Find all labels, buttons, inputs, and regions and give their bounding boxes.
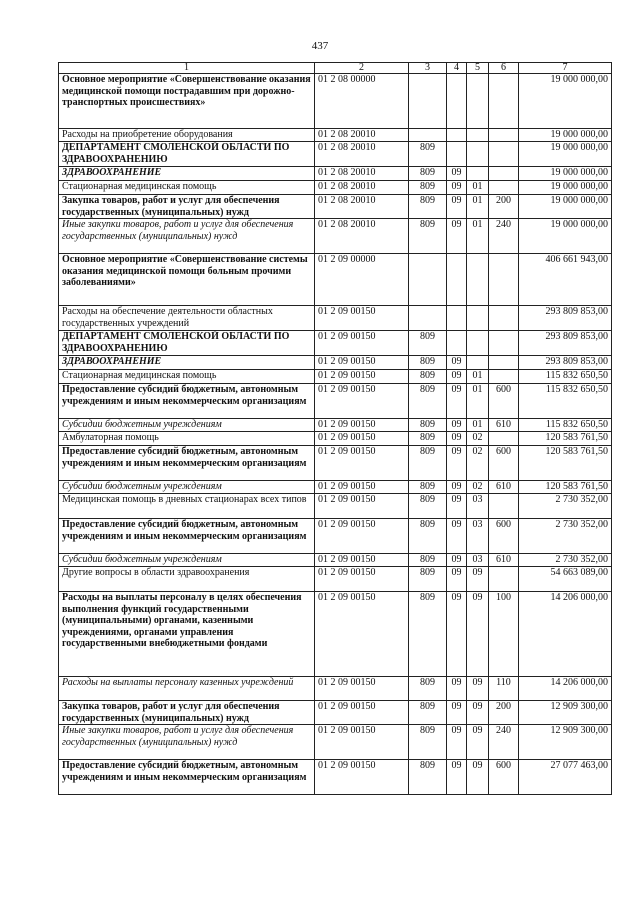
- table-row: [59, 331, 612, 356]
- cell-target-code: 01 2 08 20010: [315, 181, 409, 195]
- cell-name: Субсидии бюджетным учреждениям: [59, 419, 315, 432]
- cell-amount: 19 000 000,00: [519, 181, 612, 195]
- cell-target-code: 01 2 08 00000: [315, 74, 409, 129]
- cell-ministry: [409, 254, 447, 306]
- table-header-row: [59, 63, 612, 74]
- cell-name: Предоставление субсидий бюджетным, автономным учреждениям и иным некоммерческим организациям: [59, 384, 315, 419]
- cell-amount: 120 583 761,50: [519, 446, 612, 481]
- cell-target-code: 01 2 09 00150: [315, 592, 409, 677]
- cell-ministry: 809: [409, 370, 447, 384]
- cell-amount: 19 000 000,00: [519, 219, 612, 254]
- cell-target-code: 01 2 09 00150: [315, 432, 409, 446]
- cell-ministry: [409, 129, 447, 142]
- cell-name: Основное мероприятие «Совершенствование оказания медицинской помощи пострадавшим при дорожно-транспортных происшествиях»: [59, 74, 315, 129]
- cell-target-code: 01 2 09 00150: [315, 701, 409, 725]
- cell-section: 09: [447, 554, 467, 567]
- table-row: [59, 167, 612, 181]
- cell-target-code: 01 2 09 00150: [315, 370, 409, 384]
- cell-amount: 120 583 761,50: [519, 481, 612, 494]
- cell-section: [447, 129, 467, 142]
- cell-expense-type: 110: [489, 677, 519, 701]
- cell-expense-type: 600: [489, 760, 519, 795]
- table-row: [59, 181, 612, 195]
- cell-target-code: 01 2 09 00150: [315, 306, 409, 331]
- cell-subsection: 09: [467, 567, 489, 592]
- cell-amount: 293 809 853,00: [519, 306, 612, 331]
- header-col-5: 5: [467, 63, 489, 74]
- header-col-3: 3: [409, 63, 447, 74]
- table-row: [59, 219, 612, 254]
- table-row: [59, 142, 612, 167]
- cell-name: Расходы на выплаты персоналу казенных учреждений: [59, 677, 315, 701]
- cell-target-code: 01 2 08 20010: [315, 219, 409, 254]
- cell-section: 09: [447, 181, 467, 195]
- cell-ministry: [409, 74, 447, 129]
- cell-amount: 406 661 943,00: [519, 254, 612, 306]
- cell-ministry: 809: [409, 142, 447, 167]
- table-row: [59, 725, 612, 760]
- cell-target-code: 01 2 08 20010: [315, 142, 409, 167]
- cell-ministry: 809: [409, 567, 447, 592]
- cell-subsection: 09: [467, 760, 489, 795]
- cell-target-code: 01 2 08 20010: [315, 129, 409, 142]
- cell-expense-type: [489, 254, 519, 306]
- cell-section: [447, 142, 467, 167]
- cell-name: Основное мероприятие «Совершенствование системы оказания медицинской помощи больным прочими заболеваниями»: [59, 254, 315, 306]
- cell-expense-type: [489, 331, 519, 356]
- cell-amount: 54 663 089,00: [519, 567, 612, 592]
- cell-expense-type: 610: [489, 481, 519, 494]
- table-row: [59, 494, 612, 519]
- cell-target-code: 01 2 09 00150: [315, 481, 409, 494]
- cell-subsection: 02: [467, 481, 489, 494]
- cell-expense-type: 600: [489, 446, 519, 481]
- cell-target-code: 01 2 09 00150: [315, 446, 409, 481]
- cell-target-code: 01 2 09 00150: [315, 567, 409, 592]
- cell-ministry: 809: [409, 446, 447, 481]
- budget-table: [58, 62, 612, 795]
- cell-amount: 19 000 000,00: [519, 129, 612, 142]
- cell-ministry: 809: [409, 481, 447, 494]
- cell-section: [447, 254, 467, 306]
- cell-expense-type: 600: [489, 519, 519, 554]
- header-col-4: 4: [447, 63, 467, 74]
- cell-section: 09: [447, 356, 467, 370]
- cell-amount: 14 206 000,00: [519, 592, 612, 677]
- table-row: [59, 254, 612, 306]
- cell-section: 09: [447, 195, 467, 219]
- cell-ministry: 809: [409, 419, 447, 432]
- table-row: [59, 129, 612, 142]
- cell-section: 09: [447, 481, 467, 494]
- cell-ministry: 809: [409, 331, 447, 356]
- cell-subsection: [467, 356, 489, 370]
- cell-name: Стационарная медицинская помощь: [59, 370, 315, 384]
- cell-ministry: 809: [409, 554, 447, 567]
- cell-expense-type: [489, 370, 519, 384]
- cell-section: 09: [447, 446, 467, 481]
- cell-subsection: [467, 331, 489, 356]
- cell-amount: 115 832 650,50: [519, 419, 612, 432]
- cell-subsection: 01: [467, 419, 489, 432]
- table-row: [59, 195, 612, 219]
- cell-section: 09: [447, 725, 467, 760]
- cell-target-code: 01 2 09 00150: [315, 677, 409, 701]
- cell-name: ДЕПАРТАМЕНТ СМОЛЕНСКОЙ ОБЛАСТИ ПО ЗДРАВООХРАНЕНИЮ: [59, 331, 315, 356]
- cell-target-code: 01 2 09 00000: [315, 254, 409, 306]
- page-number: 437: [311, 40, 329, 52]
- cell-ministry: 809: [409, 701, 447, 725]
- header-col-1: 1: [59, 63, 315, 74]
- cell-section: 09: [447, 419, 467, 432]
- cell-expense-type: 240: [489, 725, 519, 760]
- cell-subsection: [467, 142, 489, 167]
- cell-amount: 115 832 650,50: [519, 370, 612, 384]
- header-col-7: 7: [519, 63, 612, 74]
- table-row: [59, 74, 612, 129]
- cell-amount: 12 909 300,00: [519, 725, 612, 760]
- cell-expense-type: 200: [489, 195, 519, 219]
- cell-section: [447, 331, 467, 356]
- cell-name: ЗДРАВООХРАНЕНИЕ: [59, 356, 315, 370]
- cell-name: Амбулаторная помощь: [59, 432, 315, 446]
- cell-section: 09: [447, 592, 467, 677]
- table-row: [59, 519, 612, 554]
- cell-expense-type: [489, 181, 519, 195]
- cell-subsection: 03: [467, 494, 489, 519]
- cell-section: 09: [447, 677, 467, 701]
- cell-ministry: [409, 306, 447, 331]
- cell-expense-type: [489, 432, 519, 446]
- cell-name: Медицинская помощь в дневных стационарах всех типов: [59, 494, 315, 519]
- cell-subsection: [467, 254, 489, 306]
- cell-target-code: 01 2 08 20010: [315, 195, 409, 219]
- cell-ministry: 809: [409, 195, 447, 219]
- table-row: [59, 592, 612, 677]
- cell-expense-type: 610: [489, 419, 519, 432]
- cell-expense-type: [489, 567, 519, 592]
- cell-expense-type: [489, 494, 519, 519]
- cell-amount: 293 809 853,00: [519, 356, 612, 370]
- cell-name: Предоставление субсидий бюджетным, автономным учреждениям и иным некоммерческим организациям: [59, 519, 315, 554]
- cell-target-code: 01 2 09 00150: [315, 519, 409, 554]
- cell-amount: 19 000 000,00: [519, 74, 612, 129]
- cell-target-code: 01 2 09 00150: [315, 419, 409, 432]
- cell-section: 09: [447, 370, 467, 384]
- cell-target-code: 01 2 09 00150: [315, 356, 409, 370]
- cell-subsection: 02: [467, 446, 489, 481]
- cell-ministry: 809: [409, 167, 447, 181]
- table-row: [59, 306, 612, 331]
- table-row: [59, 760, 612, 795]
- cell-amount: 14 206 000,00: [519, 677, 612, 701]
- cell-name: Закупка товаров, работ и услуг для обеспечения государственных (муниципальных) нужд: [59, 195, 315, 219]
- cell-name: Стационарная медицинская помощь: [59, 181, 315, 195]
- table-row: [59, 384, 612, 419]
- cell-ministry: 809: [409, 432, 447, 446]
- cell-section: 09: [447, 519, 467, 554]
- cell-amount: 2 730 352,00: [519, 494, 612, 519]
- cell-section: 09: [447, 432, 467, 446]
- cell-subsection: [467, 306, 489, 331]
- cell-subsection: 02: [467, 432, 489, 446]
- cell-subsection: [467, 129, 489, 142]
- cell-expense-type: 100: [489, 592, 519, 677]
- cell-subsection: 01: [467, 370, 489, 384]
- table-row: [59, 370, 612, 384]
- cell-amount: 115 832 650,50: [519, 384, 612, 419]
- cell-expense-type: [489, 356, 519, 370]
- cell-name: Иные закупки товаров, работ и услуг для обеспечения государственных (муниципальных) нужд: [59, 219, 315, 254]
- cell-subsection: 09: [467, 701, 489, 725]
- cell-section: [447, 306, 467, 331]
- cell-name: Расходы на приобретение оборудования: [59, 129, 315, 142]
- table-row: [59, 446, 612, 481]
- table-row: [59, 701, 612, 725]
- header-col-2: 2: [315, 63, 409, 74]
- table-row: [59, 432, 612, 446]
- cell-subsection: [467, 74, 489, 129]
- cell-amount: 293 809 853,00: [519, 331, 612, 356]
- cell-target-code: 01 2 09 00150: [315, 331, 409, 356]
- cell-name: Расходы на выплаты персоналу в целях обеспечения выполнения функций государственными (муниципальными) органами, казенными учреждениями, органами управления государственными внебюджетными фондами: [59, 592, 315, 677]
- cell-amount: 19 000 000,00: [519, 142, 612, 167]
- cell-name: Закупка товаров, работ и услуг для обеспечения государственных (муниципальных) нужд: [59, 701, 315, 725]
- cell-target-code: 01 2 08 20010: [315, 167, 409, 181]
- cell-expense-type: [489, 74, 519, 129]
- cell-target-code: 01 2 09 00150: [315, 384, 409, 419]
- header-col-6: 6: [489, 63, 519, 74]
- cell-target-code: 01 2 09 00150: [315, 494, 409, 519]
- cell-ministry: 809: [409, 725, 447, 760]
- cell-section: 09: [447, 384, 467, 419]
- cell-subsection: 01: [467, 181, 489, 195]
- cell-amount: 19 000 000,00: [519, 195, 612, 219]
- cell-expense-type: 200: [489, 701, 519, 725]
- cell-subsection: 01: [467, 195, 489, 219]
- cell-name: Другие вопросы в области здравоохранения: [59, 567, 315, 592]
- cell-section: 09: [447, 494, 467, 519]
- cell-subsection: 09: [467, 592, 489, 677]
- cell-name: ЗДРАВООХРАНЕНИЕ: [59, 167, 315, 181]
- cell-section: 09: [447, 219, 467, 254]
- cell-subsection: [467, 167, 489, 181]
- table-row: [59, 356, 612, 370]
- cell-name: Субсидии бюджетным учреждениям: [59, 554, 315, 567]
- cell-name: Расходы на обеспечение деятельности областных государственных учреждений: [59, 306, 315, 331]
- table-row: [59, 567, 612, 592]
- cell-section: 09: [447, 701, 467, 725]
- cell-name: Предоставление субсидий бюджетным, автономным учреждениям и иным некоммерческим организациям: [59, 446, 315, 481]
- cell-ministry: 809: [409, 677, 447, 701]
- cell-target-code: 01 2 09 00150: [315, 760, 409, 795]
- cell-name: ДЕПАРТАМЕНТ СМОЛЕНСКОЙ ОБЛАСТИ ПО ЗДРАВООХРАНЕНИЮ: [59, 142, 315, 167]
- cell-expense-type: 600: [489, 384, 519, 419]
- cell-name: Субсидии бюджетным учреждениям: [59, 481, 315, 494]
- cell-amount: 120 583 761,50: [519, 432, 612, 446]
- table-row: [59, 481, 612, 494]
- cell-subsection: 03: [467, 554, 489, 567]
- table-row: [59, 677, 612, 701]
- cell-ministry: 809: [409, 356, 447, 370]
- cell-amount: 27 077 463,00: [519, 760, 612, 795]
- cell-expense-type: [489, 167, 519, 181]
- cell-ministry: 809: [409, 519, 447, 554]
- cell-expense-type: 240: [489, 219, 519, 254]
- cell-expense-type: [489, 142, 519, 167]
- cell-ministry: 809: [409, 181, 447, 195]
- cell-amount: 12 909 300,00: [519, 701, 612, 725]
- cell-section: 09: [447, 567, 467, 592]
- cell-expense-type: [489, 306, 519, 331]
- table-row: [59, 419, 612, 432]
- cell-target-code: 01 2 09 00150: [315, 725, 409, 760]
- cell-ministry: 809: [409, 760, 447, 795]
- cell-ministry: 809: [409, 494, 447, 519]
- cell-amount: 2 730 352,00: [519, 519, 612, 554]
- cell-subsection: 09: [467, 725, 489, 760]
- cell-ministry: 809: [409, 219, 447, 254]
- cell-section: [447, 74, 467, 129]
- cell-amount: 19 000 000,00: [519, 167, 612, 181]
- cell-ministry: 809: [409, 384, 447, 419]
- cell-subsection: 03: [467, 519, 489, 554]
- cell-expense-type: 610: [489, 554, 519, 567]
- cell-section: 09: [447, 760, 467, 795]
- cell-amount: 2 730 352,00: [519, 554, 612, 567]
- cell-section: 09: [447, 167, 467, 181]
- cell-target-code: 01 2 09 00150: [315, 554, 409, 567]
- table-row: [59, 554, 612, 567]
- cell-name: Предоставление субсидий бюджетным, автономным учреждениям и иным некоммерческим организациям: [59, 760, 315, 795]
- cell-subsection: 09: [467, 677, 489, 701]
- cell-expense-type: [489, 129, 519, 142]
- cell-subsection: 01: [467, 384, 489, 419]
- cell-subsection: 01: [467, 219, 489, 254]
- table-body: [59, 74, 612, 795]
- cell-ministry: 809: [409, 592, 447, 677]
- cell-name: Иные закупки товаров, работ и услуг для обеспечения государственных (муниципальных) нужд: [59, 725, 315, 760]
